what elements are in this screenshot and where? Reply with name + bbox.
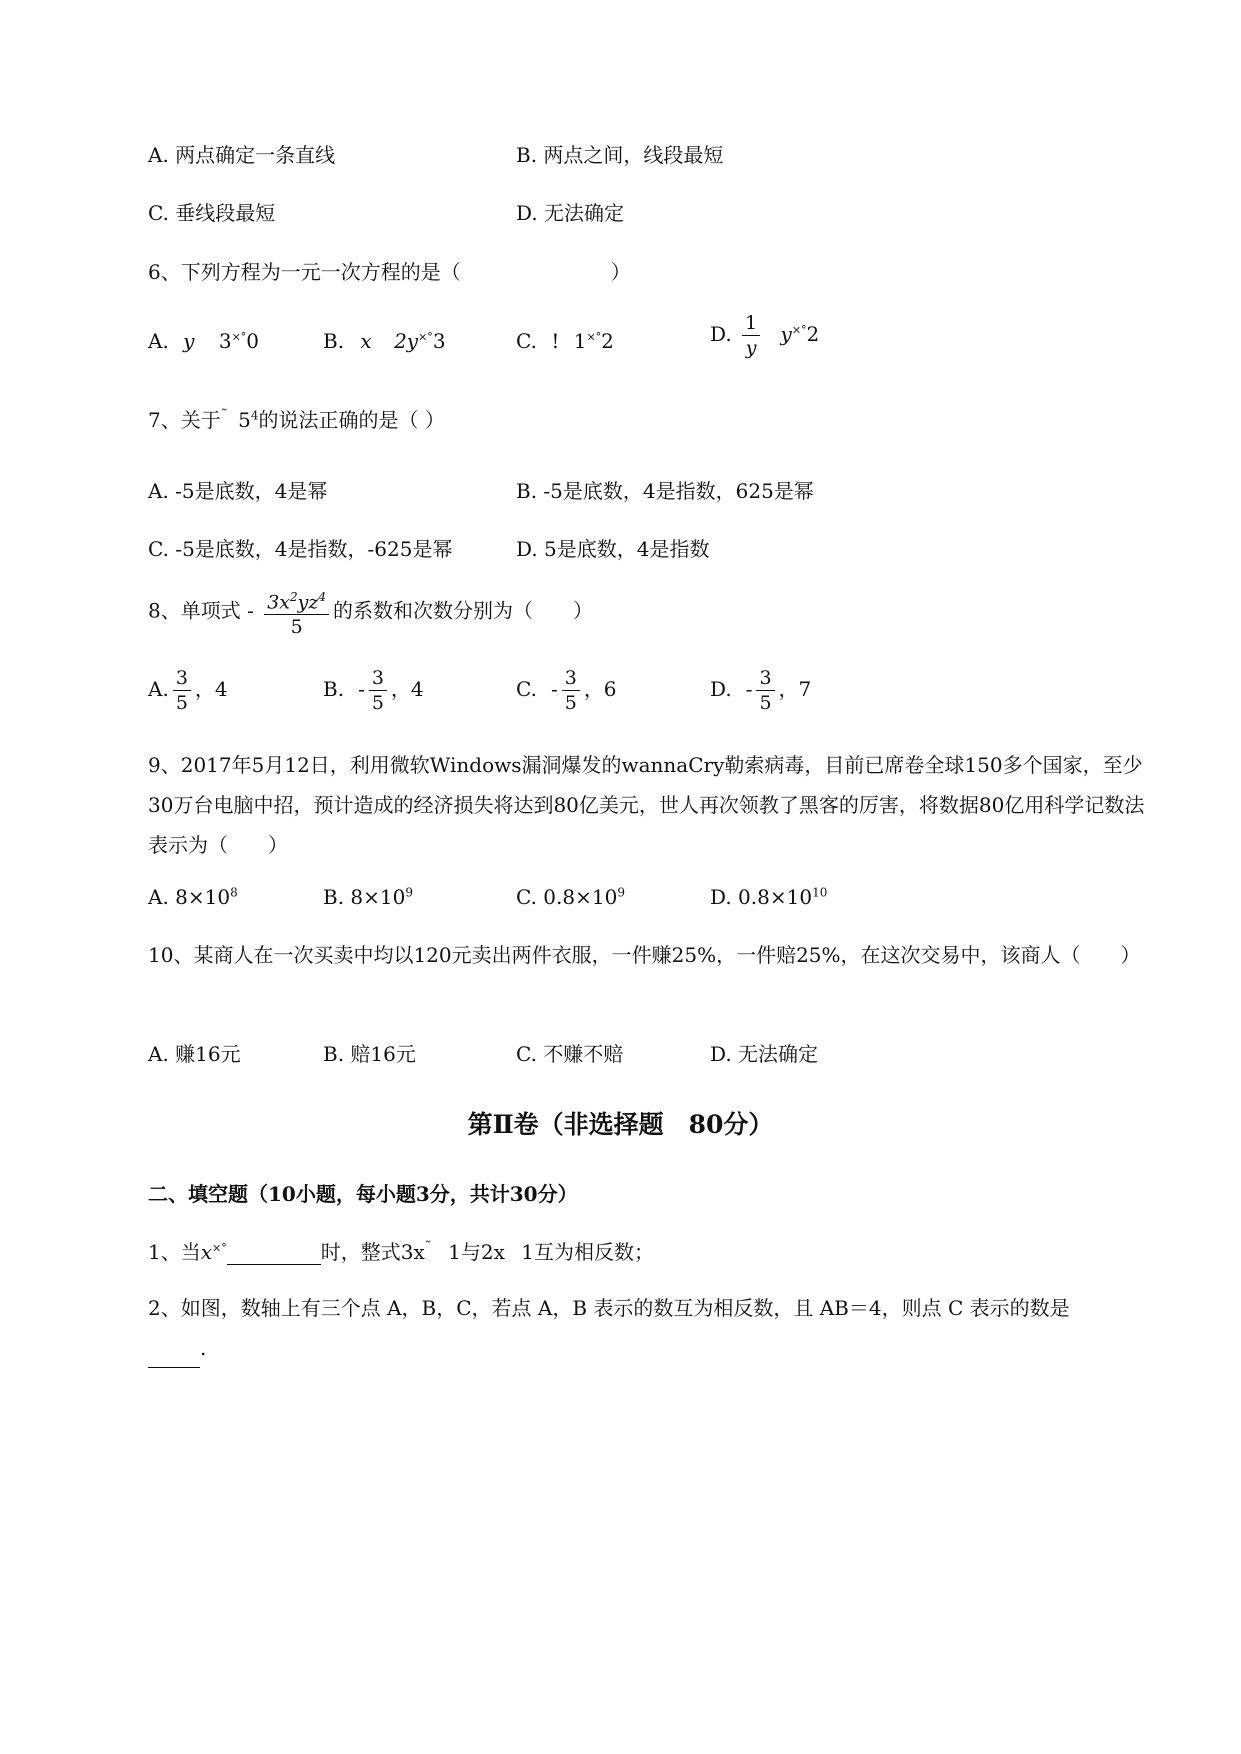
q5-option-a: A. 两点确定一条直线 [148, 143, 336, 167]
q10-options [148, 1038, 1148, 1068]
section2-title: 二、填空题（10小题，每小题3分，共计30分） [148, 1182, 578, 1206]
q9-stem: 9、2017年5月12日，利用微软Windows漏洞爆发的wannaCry勒索病毒，目前已席卷全球150多个国家，至少30万台电脑中招，预计造成的经济损失将达到80亿美元，世人再次领教了黑客的厉害，将数据80亿用科学记数法表示为（ ） [148, 753, 1145, 857]
q7-option-d: D. 5是底数，4是指数 [516, 537, 710, 561]
q8-options [148, 666, 1148, 726]
q5-options-row1 [148, 139, 1148, 169]
fill2: 2、如图，数轴上有三个点 A，B，C，若点 A，B 表示的数互为相反数，且 AB＝4，则点 C 表示的数是 . [148, 1288, 1163, 1368]
q10-stem: 10、某商人在一次买卖中均以120元卖出两件衣服，一件赚25%，一件赔25%，在这次交易中，该商人（ ） [148, 943, 1141, 967]
part2-title: 第Ⅱ卷（非选择题 80分） [467, 1110, 774, 1139]
q9-option-a: A. $8\times 10^8$ [148, 885, 238, 909]
q6-stem-close: ） [610, 260, 631, 284]
q5-option-b: B. 两点之间，线段最短 [516, 143, 724, 167]
q7-option-c: C. -5是底数，4是指数，-625是幂 [148, 537, 453, 561]
q9-options [148, 885, 1148, 915]
q5-option-c: C. 垂线段最短 [148, 201, 276, 225]
q5-option-d: D. 无法确定 [516, 201, 625, 225]
q7-options-row1 [148, 475, 1148, 505]
q9-option-d: D. $0.8\times 10^{10}$ [710, 885, 828, 909]
q10-option-c: C. 不赚不赔 [516, 1042, 624, 1066]
q6-option-d: D. $\frac{1}{y}$ y×°2 [710, 312, 820, 359]
q8-option-c: C. - $\frac{3}{5}$ ，6 [516, 667, 617, 714]
q8-stem: 8、单项式 - $\frac{3x^2yz^4}{5}$ 的系数和次数分别为（ ） [148, 585, 593, 639]
q10-option-d: D. 无法确定 [710, 1042, 819, 1066]
q9-option-c: C. $0.8\times 10^9$ [516, 885, 625, 909]
q6-option-a: A. y 3×°0 [148, 329, 260, 353]
fill2-answer-blank[interactable] [148, 1367, 200, 1368]
fill1-answer-blank[interactable] [227, 1264, 321, 1265]
q8-option-d: D. - $\frac{3}{5}$ ，7 [710, 667, 812, 714]
q6-stem-text: 6、下列方程为一元一次方程的是（ [148, 260, 461, 284]
q9-option-b: B. $8\times 10^9$ [323, 885, 413, 909]
fill1: 1、当x×° 时，整式3x˜ 1与2x 1互为相反数； [148, 1239, 654, 1264]
q10-option-a: A. 赚16元 [148, 1042, 241, 1066]
q6-stem [148, 256, 631, 285]
q8-option-a: A. $\frac{3}{5}$ ，4 [148, 667, 228, 714]
q6-options [148, 312, 1148, 365]
q6-option-c: C. ! 1×°2 [516, 329, 614, 353]
q6-d-fraction: $\frac{1}{y}$ [742, 311, 760, 360]
q7-options-row2 [148, 533, 1148, 563]
q7-stem: 7、关于˜ $5^4$的说法正确的是（ ） [148, 407, 445, 432]
q8-option-b: B. - $\frac{3}{5}$ ，4 [323, 667, 424, 714]
q7-option-a: A. -5是底数，4是幂 [148, 479, 328, 503]
q6-option-b: B. x 2y×°3 [323, 329, 446, 353]
q7-option-b: B. -5是底数，4是指数，625是幂 [516, 479, 814, 503]
q5-options-row2 [148, 197, 1148, 227]
q8-monomial-fraction: $\frac{3x^2yz^4}{5}$ [264, 585, 329, 639]
q10-option-b: B. 赔16元 [323, 1042, 416, 1066]
